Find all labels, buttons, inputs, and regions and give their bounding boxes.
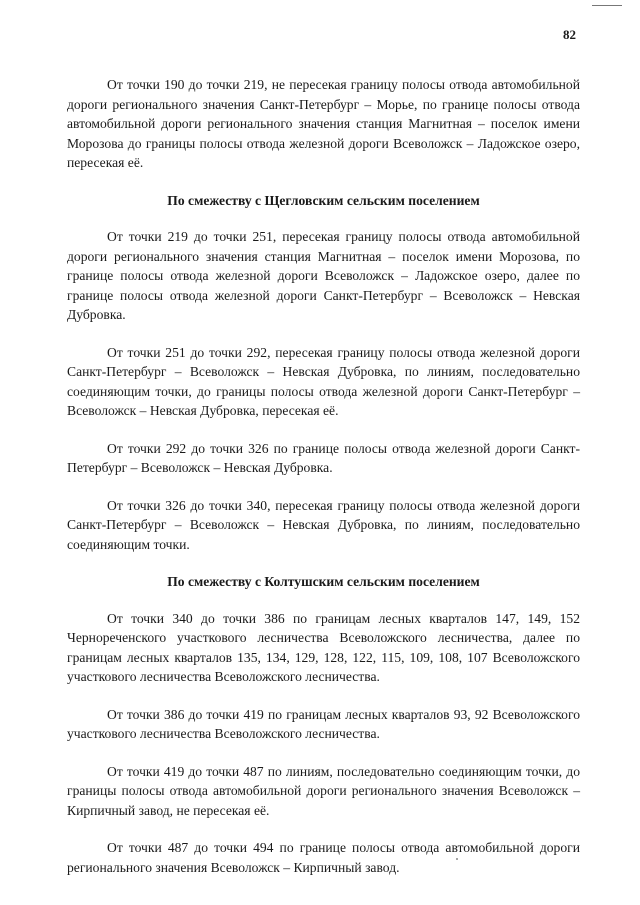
paragraph: От точки 190 до точки 219, не пересекая границу полосы отвода автомобильной дороги регионального значения Санкт-Петербург – Морье, по границе полосы отвода автомобильной дороги регионального значения станция Магнитная – поселок имени Морозова до границы полосы отвода железной дороги Всеволожск – Ладожское озеро, пересекая её.: [67, 77, 580, 170]
section-heading: По смежеству с Щегловским сельским поселением: [167, 192, 480, 208]
paragraph: От точки 419 до точки 487 по линиям, последовательно соединяющим точки, до границы полосы отвода автомобильной дороги регионального значения Всеволожск – Кирпичный завод, не пересекая её.: [67, 763, 580, 818]
section-heading: По смежеству с Колтушским сельским поселением: [167, 574, 480, 589]
paragraph: От точки 219 до точки 251, пересекая границу полосы отвода автомобильной дороги регионального значения станция Магнитная – поселок имени Морозова, по границе полосы отвода железной дороги Всеволожск – Ладожское озеро, далее по границе полосы отвода железной дороги Санкт-Петербург – Всеволожск – Невская Дубровка.: [67, 229, 580, 322]
document-body: [67, 75, 580, 895]
scan-artifact-line: [592, 5, 622, 6]
paragraph: От точки 251 до точки 292, пересекая границу полосы отвода железной дороги Санкт-Петербург – Всеволожск – Невская Дубровка, по линиям, последовательно соединяющим точки, до границы полосы отвода железной дороги Санкт-Петербург – Всеволожск – Невская Дубровка, пересекая её.: [67, 344, 580, 418]
scan-artifact-dot: [456, 858, 458, 860]
page-number: 82: [563, 27, 576, 42]
paragraph: От точки 292 до точки 326 по границе полосы отвода железной дороги Санкт-Петербург – Всеволожск – Невская Дубровка.: [67, 440, 580, 475]
paragraph: От точки 386 до точки 419 по границам лесных кварталов 93, 92 Всеволожского участкового лесничества Всеволожского лесничества.: [67, 706, 580, 741]
paragraph: От точки 487 до точки 494 по границе полосы отвода автомобильной дороги регионального значения Всеволожск – Кирпичный завод.: [67, 840, 580, 875]
paragraph: От точки 326 до точки 340, пересекая границу полосы отвода железной дороги Санкт-Петербург – Всеволожск – Невская Дубровка, по линиям, последовательно соединяющим точки.: [67, 497, 580, 552]
paragraph: От точки 340 до точки 386 по границам лесных кварталов 147, 149, 152 Чернореченского участкового лесничества Всеволожского лесничества, далее по границам лесных кварталов 135, 134, 129, 128, 122, 115, 109, 108, 107 Всеволожского участкового лесничества Всеволожского лесничества.: [67, 610, 580, 684]
